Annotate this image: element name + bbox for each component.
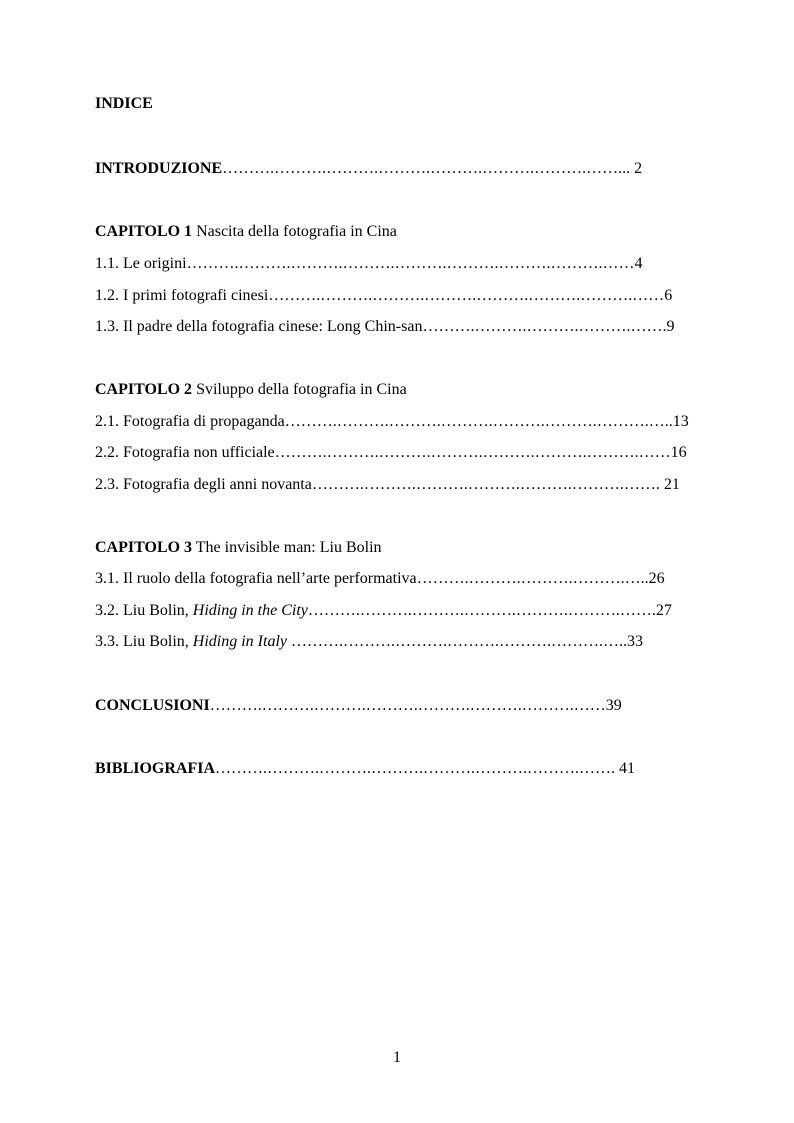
- chapter-title: Sviluppo della fotografia in Cina: [192, 381, 407, 398]
- toc-page-number: 2: [630, 160, 643, 177]
- toc-leader-dots: ……….……….……….……….…..: [416, 570, 649, 587]
- toc-section-1-1[interactable]: [95, 254, 695, 274]
- chapter-label: CAPITOLO 2: [95, 381, 193, 398]
- toc-page-number: 4: [634, 255, 643, 272]
- toc-entry-label: CONCLUSIONI: [95, 697, 210, 714]
- toc-leader-dots: ……….……….……….……….……….……….……….……...: [222, 160, 631, 177]
- toc-leader-dots: ……….……….……….……….……….……….……….……: [209, 697, 606, 714]
- section-title: 3.1. Il ruolo della fotografia nell’arte performativa: [95, 570, 417, 587]
- toc-section-1-3[interactable]: [95, 317, 695, 337]
- section-title: 1.1. Le origini: [95, 255, 187, 272]
- section-title: 2.3. Fotografia degli anni novanta: [95, 476, 312, 493]
- toc-leader-dots: ……….……….……….……….……….……….……….…..: [284, 413, 673, 430]
- toc-page-number: 27: [655, 602, 672, 619]
- toc-page-number: 16: [670, 444, 687, 461]
- chapter-title: Nascita della fotografia in Cina: [192, 223, 397, 240]
- toc-leader-dots: ……….……….……….……….……….……….……….……: [274, 444, 671, 461]
- toc-page-number: 41: [615, 760, 636, 777]
- toc-section-3-3[interactable]: [95, 632, 695, 652]
- toc-section-2-1[interactable]: [95, 412, 695, 432]
- page-footer-number: 1: [393, 1049, 401, 1066]
- toc-chapter-2[interactable]: [95, 380, 695, 400]
- toc-entry-introduzione[interactable]: [95, 159, 695, 179]
- section-title-italic: Hiding in Italy: [192, 633, 287, 650]
- section-title-prefix: 3.3. Liu Bolin,: [95, 633, 193, 650]
- toc-page-number: 21: [659, 476, 680, 493]
- chapter-title: The invisible man: Liu Bolin: [192, 539, 382, 556]
- toc-section-2-3[interactable]: [95, 475, 695, 495]
- toc-section-3-1[interactable]: [95, 569, 695, 589]
- toc-page-number: 9: [666, 318, 675, 335]
- toc-page-number: 6: [664, 287, 673, 304]
- toc-section-2-2[interactable]: [95, 443, 695, 463]
- toc-entry-conclusioni[interactable]: [95, 696, 695, 716]
- toc-section-3-2[interactable]: [95, 601, 695, 621]
- section-title: 2.2. Fotografia non ufficiale: [95, 444, 275, 461]
- section-title: 1.3. Il padre della fotografia cinese: Long Chin-san: [95, 318, 423, 335]
- toc-leader-dots: ……….……….……….……….……….……….…….: [307, 602, 656, 619]
- toc-page-number: 39: [605, 697, 622, 714]
- toc-entry-label: BIBLIOGRAFIA: [95, 760, 216, 777]
- chapter-label: CAPITOLO 3: [95, 539, 193, 556]
- section-title-italic: Hiding in the City: [192, 602, 308, 619]
- index-heading: INDICE: [95, 95, 153, 112]
- toc-leader-dots: ……….……….……….……….……….……….…….: [311, 476, 660, 493]
- chapter-label: CAPITOLO 1: [95, 223, 193, 240]
- section-title-prefix: 3.2. Liu Bolin,: [95, 602, 193, 619]
- toc-entry-bibliografia[interactable]: [95, 759, 695, 779]
- section-title: 2.1. Fotografia di propaganda: [95, 413, 285, 430]
- toc-leader-dots: ……….……….……….……….……….……….……….……: [268, 287, 665, 304]
- toc-entry-label: INTRODUZIONE: [95, 160, 223, 177]
- toc-chapter-3[interactable]: [95, 538, 695, 558]
- toc-leader-dots: ……….……….……….……….……….……….…..: [287, 633, 627, 650]
- toc-leader-dots: ……….……….……….……….……….……….……….…….: [215, 760, 616, 777]
- toc-page-number: 33: [627, 633, 643, 650]
- toc-chapter-1[interactable]: [95, 222, 695, 242]
- section-title: 1.2. I primi fotografi cinesi: [95, 287, 269, 304]
- toc-leader-dots: ……….……….……….……….…….: [422, 318, 667, 335]
- toc-leader-dots: ……….……….……….……….……….……….……….……….……: [186, 255, 635, 272]
- toc-page-number: 26: [648, 570, 665, 587]
- toc-page-number: 13: [672, 413, 689, 430]
- toc-section-1-2[interactable]: [95, 286, 695, 306]
